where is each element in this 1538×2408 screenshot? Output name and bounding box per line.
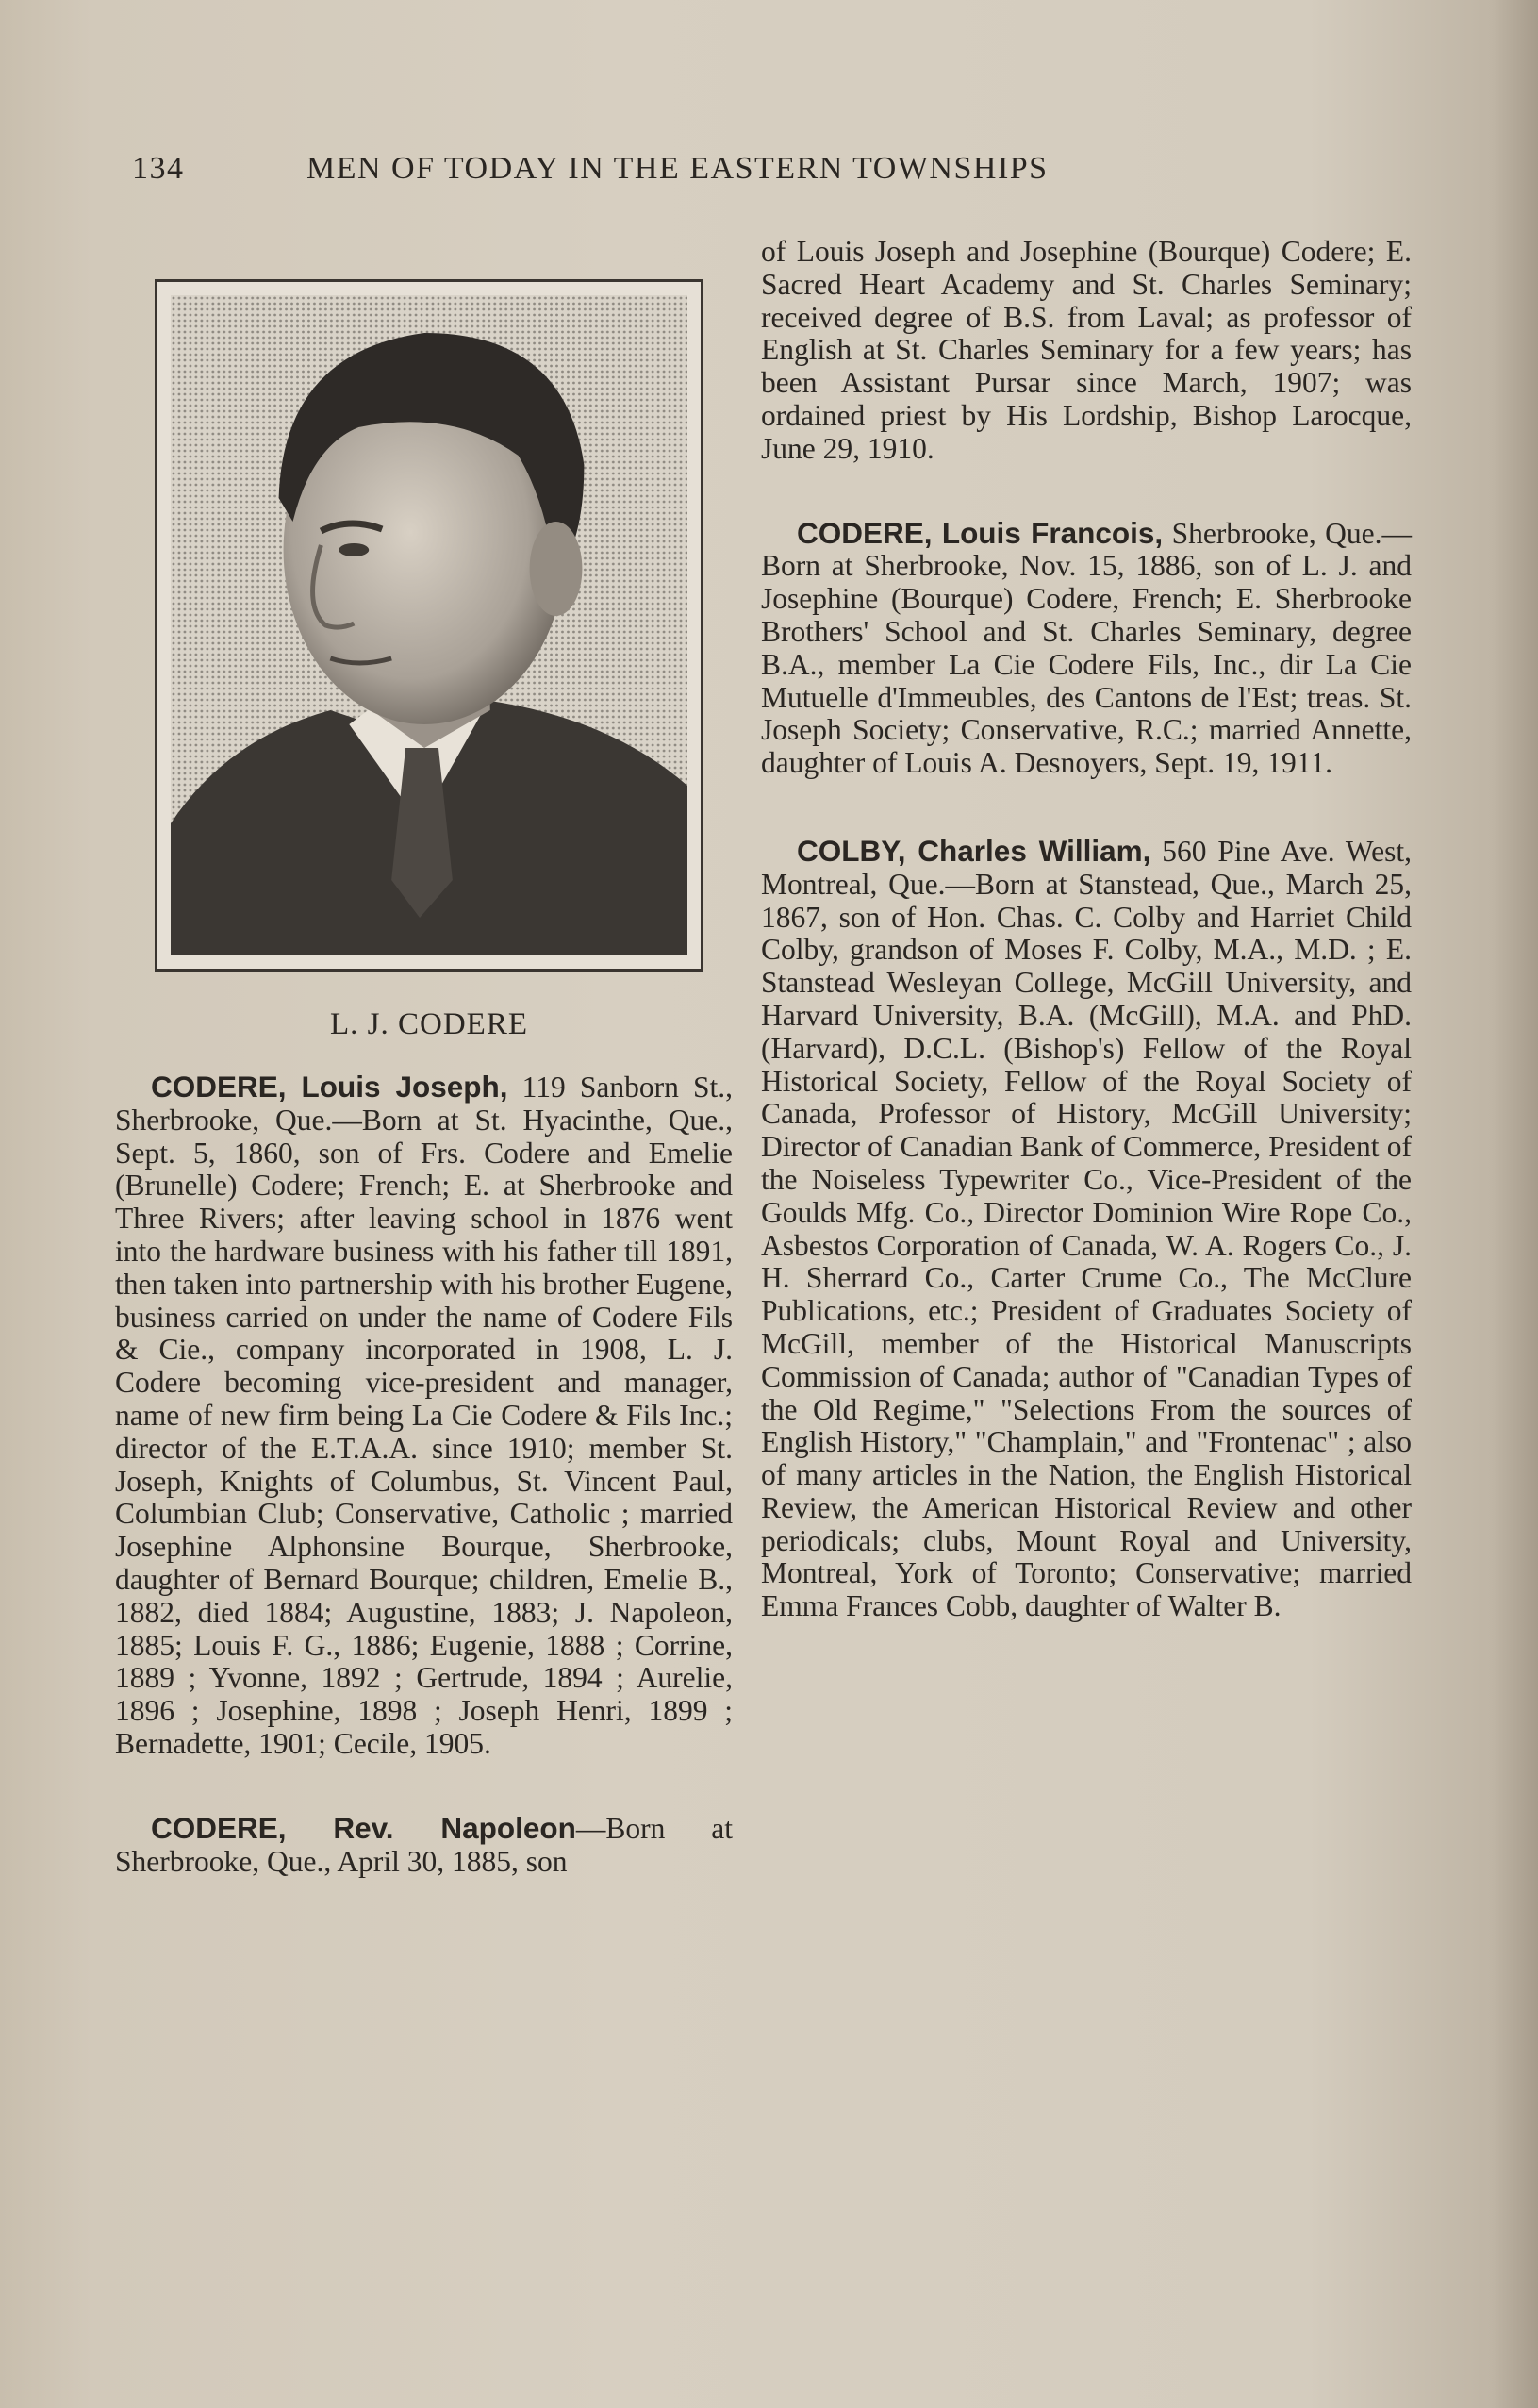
entry-codere-napoleon [115,1812,733,1879]
entry-name: CODERE, Louis Francois, [797,515,1164,550]
portrait-image [171,295,687,955]
entry-text: Sherbrooke, Que.—Born at Sherbrooke, Nov. 15, 1886, son of L. J. and Josephine (Bourque) Codere, French; E. Sherbrooke Brothers' School and St. Charles Seminary, degree B.A., member La Cie Codere Fils, Inc., dir La Cie Mutuelle d'Immeubles, des Cantons de l'Est; treas. St. Joseph Society; Conservative, R.C.; married Annette, daughter of Louis A. Desnoyers, Sept. 19, 1911. [761,516,1412,780]
running-header [132,151,1264,187]
entry-colby-charles-william [761,835,1412,1623]
entry-name: CODERE, Rev. Napoleon [151,1810,576,1845]
entry-text: 560 Pine Ave. West, Montreal, Que.—Born at Stanstead, Que., March 25, 1867, son of Hon. Chas. C. Colby and Harriet Child Colby, grandson of Moses F. Colby, M.A., M.D. ; E. Stanstead Wesleyan College, McGill University, and Harvard University, B.A. (McGill), M.A. and PhD. (Harvard), D.C.L. (Bishop's) Fellow of the Royal Historical Society, Fellow of the Royal Society of Canada, Professor of History, McGill University; Director of Canadian Bank of Commerce, President of the Noiseless Typewriter Co., Vice-President of the Goulds Mfg. Co., Director Dominion Wire Rope Co., Asbestos Corporation of Canada, W. A. Rogers Co., J. H. Sherrard Co., Carter Crume Co., The McClure Publications, etc.; President of Graduates Society of McGill, member of the Historical Manuscripts Commission of Canada; author of "Canadian Types of the Old Regime," "Selections From the sources of English History," "Champlain," and "Frontenac" ; also of many articles in the Nation, the English Historical Review, the American Historical Review and other periodicals; clubs, Mount Royal and University, Montreal, York of Toronto; Conservative; married Emma Frances Cobb, daughter of Walter B. [761,834,1412,1623]
right-column [761,236,1412,1623]
photo-caption: L. J. CODERE [330,1007,528,1041]
entry-text: 119 Sanborn St., Sherbrooke, Que.—Born at St. Hyacinthe, Que., Sept. 5, 1860, son of Frs. Codere and Emelie (Brunelle) Codere; French; E. at Sherbrooke and Three Rivers; after leaving school in 1876 went into the hardware business with his father till 1891, then taken into partnership with his brother Eugene, business carried on under the name of Codere Fils & Cie., company incorporated in 1908, L. J. Codere becoming vice-president and manager, name of new firm being La Cie Codere & Fils Inc.; director of the E.T.A.A. since 1910; member St. Joseph, Knights of Columbus, St. Vincent Paul, Columbian Club; Conservative, Catholic ; married Josephine Alphonsine Bourque, Sherbrooke, daughter of Bernard Bourque; children, Emelie B., 1882, died 1884; Augustine, 1883; J. Napoleon, 1885; Louis F. G., 1886; Eugenie, 1888 ; Corrine, 1889 ; Yvonne, 1892 ; Gertrude, 1894 ; Aurelie, 1896 ; Josephine, 1898 ; Joseph Henri, 1899 ; Bernadette, 1901; Cecile, 1905. [115,1071,734,1760]
entry-codere-louis-joseph [115,1071,733,1761]
page-title: MEN OF TODAY IN THE EASTERN TOWNSHIPS [306,151,1049,186]
portrait-photo [155,279,703,972]
entry-name: COLBY, Charles William, [797,833,1151,868]
page-number: 134 [132,151,185,186]
entry-name: CODERE, Louis Joseph, [151,1070,508,1104]
left-column [115,1071,733,1878]
entry-text: —Born at Sherbrooke, Que., April 30, 1885, son [115,1811,734,1878]
entry-continuation: of Louis Joseph and Josephine (Bourque) Codere; E. Sacred Heart Academy and St. Charles Seminary; received degree of B.S. from Laval; as professor of English at St. Charles Seminary for a few years; has been Assistant Pursar since March, 1907; was ordained priest by His Lordship, Bishop Larocque, June 29, 1910. [761,235,1412,465]
entry-codere-louis-francois [761,517,1412,780]
